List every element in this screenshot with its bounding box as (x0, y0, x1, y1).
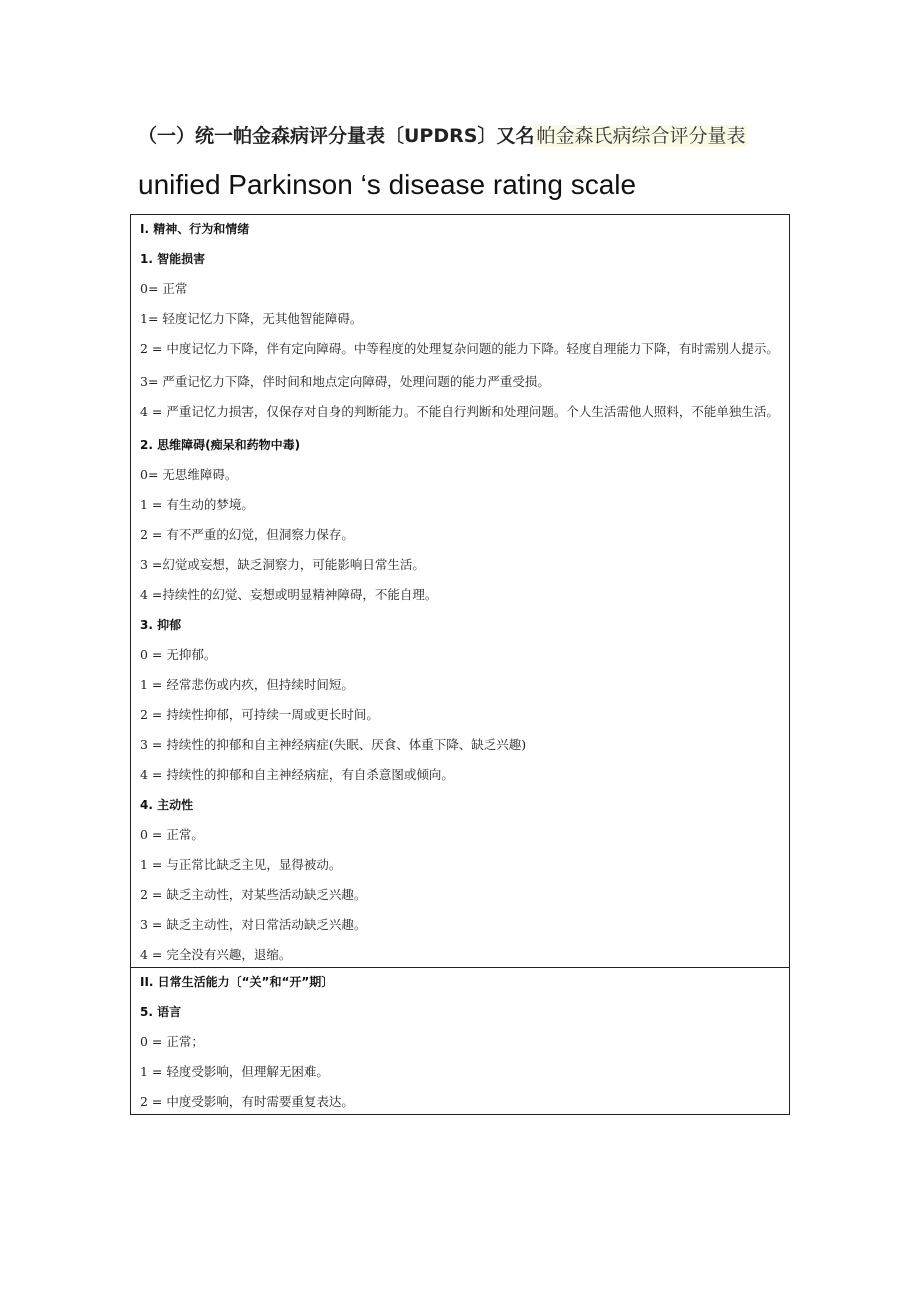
scale-item: 3 = 缺乏主动性，对日常活动缺乏兴趣。 (140, 917, 367, 932)
scale-heading: 2. 思维障碍(痴呆和药物中毒) (140, 438, 301, 452)
scale-item: 4 =持续性的幻觉、妄想或明显精神障碍，不能自理。 (140, 587, 438, 602)
scale-item: 3 = 持续性的抑郁和自主神经病症(失眠、厌食、体重下降、缺乏兴趣) (140, 737, 527, 752)
scale-heading: I. 精神、行为和情绪 (140, 222, 250, 236)
scale-item: 3= 严重记忆力下降，伴时间和地点定向障碍，处理问题的能力严重受损。 (140, 374, 550, 389)
scale-item: 0 = 正常。 (140, 827, 204, 842)
document-title-english: unified Parkinson ‘s disease rating scale (138, 169, 637, 200)
scale-item: 1 = 有生动的梦境。 (140, 497, 254, 512)
scale-item: 0= 无思维障碍。 (140, 467, 238, 482)
scale-item: 2 = 中度受影响，有时需要重复表达。 (140, 1094, 354, 1109)
scale-item: 1 = 轻度受影响，但理解无困难。 (140, 1064, 329, 1079)
scale-heading: 5. 语言 (140, 1005, 182, 1019)
scale-item: 2 = 缺乏主动性，对某些活动缺乏兴趣。 (140, 887, 367, 902)
section-mental-behavior-mood (131, 221, 789, 967)
scale-heading: II. 日常生活能力〔“关”和“开”期〕 (140, 975, 334, 989)
scale-item: 1 = 与正常比缺乏主见，显得被动。 (140, 857, 342, 872)
scale-heading: 1. 智能损害 (140, 252, 206, 266)
scale-item: 2 = 中度记忆力下降，伴有定向障碍。中等程度的处理复杂问题的能力下降。轻度自理能力下降，有时需别人提示。 (140, 341, 779, 356)
scale-item: 0 = 无抑郁。 (140, 647, 217, 662)
section-daily-living-activities (131, 967, 789, 1114)
scale-item: 4 = 完全没有兴趣，退缩。 (140, 947, 292, 962)
scale-item: 2 = 有不严重的幻觉，但洞察力保存。 (140, 527, 354, 542)
scale-item: 0 = 正常； (140, 1034, 204, 1049)
scale-heading: 4. 主动性 (140, 798, 194, 812)
scale-heading: 3. 抑郁 (140, 618, 182, 632)
title-highlighted-text: 帕金森氏病综合评分量表 (536, 125, 746, 147)
scale-item: 1= 轻度记忆力下降，无其他智能障碍。 (140, 311, 363, 326)
scale-item: 4 = 持续性的抑郁和自主神经病症，有自杀意图或倾向。 (140, 767, 454, 782)
document-title-chinese (138, 122, 747, 150)
title-main-text: （一）统一帕金森病评分量表〔UPDRS〕又名 (138, 125, 535, 147)
scale-item: 1 = 经常悲伤或内疚，但持续时间短。 (140, 677, 354, 692)
scale-item: 0= 正常 (140, 281, 188, 296)
scale-item: 2 = 持续性抑郁，可持续一周或更长时间。 (140, 707, 379, 722)
scale-item: 4 = 严重记忆力损害，仅保存对自身的判断能力。不能自行判断和处理问题。个人生活需他人照料，不能单独生活。 (140, 404, 779, 419)
rating-scale-table (130, 214, 790, 1115)
scale-item: 3 =幻觉或妄想，缺乏洞察力，可能影响日常生活。 (140, 557, 425, 572)
